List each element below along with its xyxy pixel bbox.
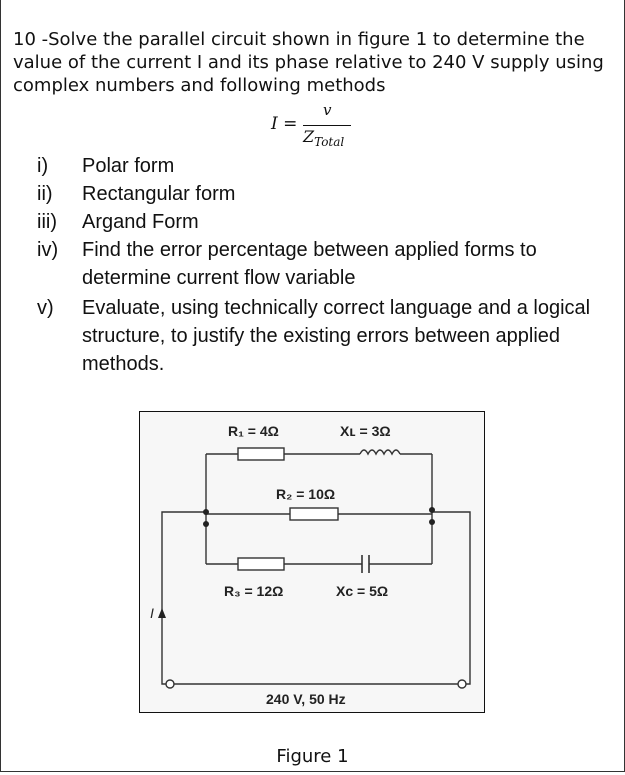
question-text: 10 -Solve the parallel circuit shown in figure 1 to determine the value of the current I and its phase relative to 240 V supply using complex numbers and following methods [13,29,604,96]
current-arrow-icon [158,608,166,618]
circuit-diagram [140,412,486,714]
formula-denominator: $Z_{Total}$ [303,127,345,150]
xl-label: Xʟ = 3Ω [340,423,391,439]
r1-resistor [238,448,284,460]
junction-dot [203,521,209,527]
current-label: I [150,605,154,621]
task-item: i) Polar form [37,155,175,177]
r3-label: R₃ = 12Ω [224,583,284,599]
circuit-figure [139,411,485,713]
xl-inductor [360,450,400,454]
task-list [37,152,597,378]
fraction-bar [303,125,351,126]
task-item: iv) Find the error percentage between applied forms to determine current flow variable [37,239,537,289]
formula-lhs: I = [271,114,298,134]
junction-dot [203,509,209,515]
formula-numerator: v [323,101,332,119]
r2-resistor [290,508,338,520]
r3-resistor [238,558,284,570]
r1-label: R₁ = 4Ω [228,423,279,439]
task-item: iii) Argand Form [37,211,199,233]
supply-terminal [458,680,466,688]
r2-label: R₂ = 10Ω [276,486,336,502]
task-item: v) Evaluate, using technically correct language and a logical structure, to justify the existing errors between applied methods. [37,297,591,375]
xc-label: Xᴄ = 5Ω [336,583,389,599]
supply-terminal [166,680,174,688]
task-item: ii) Rectangular form [37,183,236,205]
figure-caption: Figure 1 [276,746,349,767]
junction-dot [429,507,435,513]
formula-denominator-subscript: Total [314,135,345,150]
junction-dot [429,519,435,525]
supply-label: 240 V, 50 Hz [266,691,346,707]
